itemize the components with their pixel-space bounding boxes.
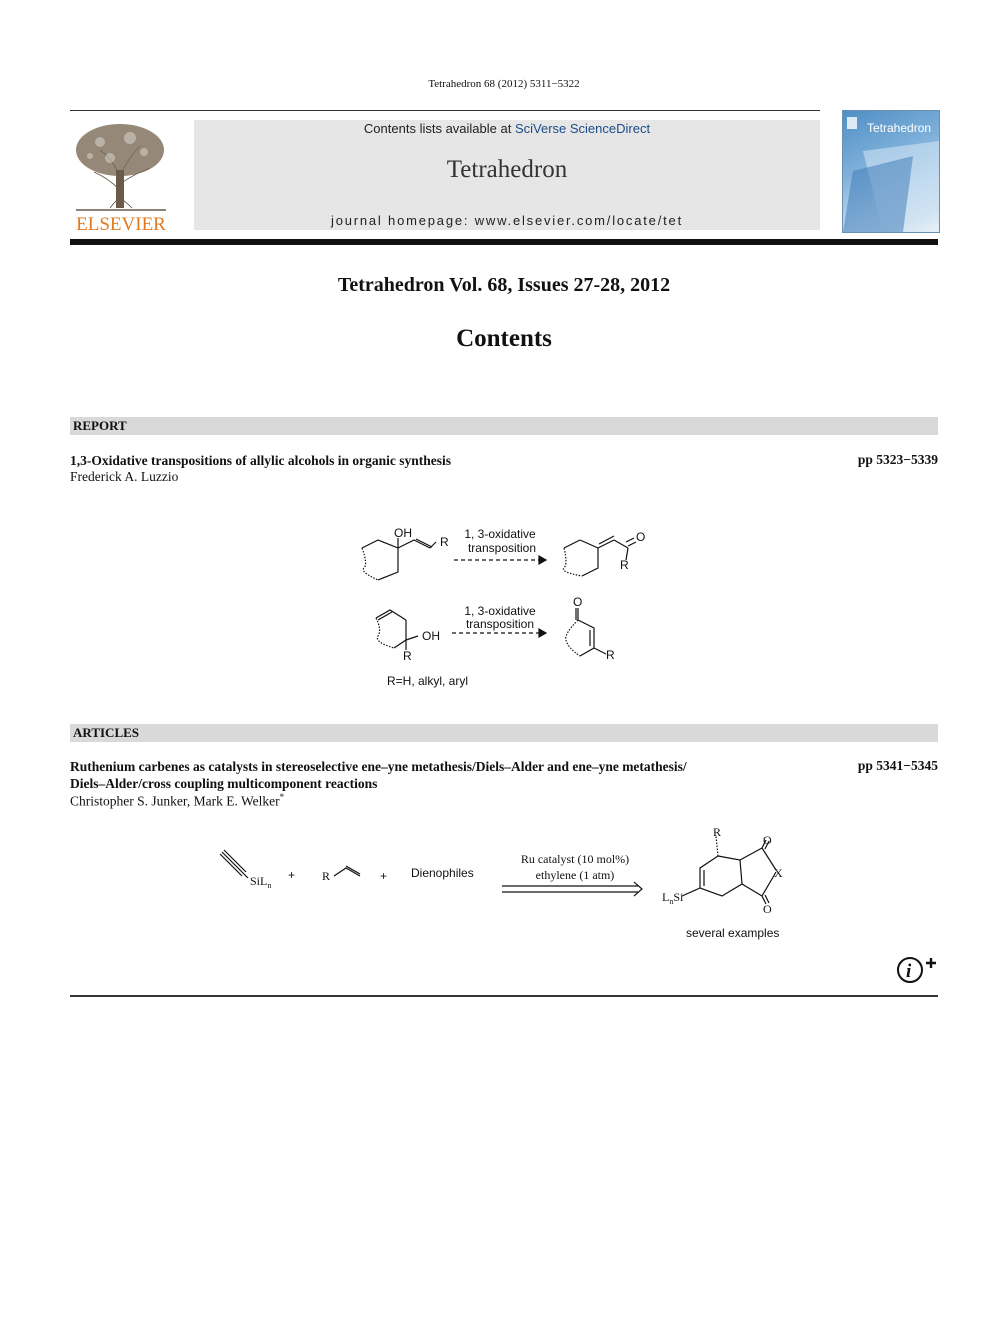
silane-subscript: n bbox=[267, 881, 272, 890]
product-r: R bbox=[713, 825, 722, 839]
ring-bonds-1 bbox=[362, 540, 398, 580]
article-1-authors bbox=[70, 792, 284, 810]
label-r-1: R bbox=[440, 535, 449, 549]
arrow-label-1b: transposition bbox=[467, 541, 537, 555]
report-article-authors: Frederick A. Luzzio bbox=[70, 469, 179, 484]
label-silane bbox=[250, 874, 271, 890]
journal-homepage[interactable]: journal homepage: www.elsevier.com/locate/tet bbox=[331, 213, 683, 228]
plus-sign-1: + bbox=[288, 868, 296, 882]
elsevier-tree-icon bbox=[70, 120, 172, 232]
cover-journal-title: Tetrahedron bbox=[867, 121, 932, 135]
elsevier-logo bbox=[70, 120, 172, 232]
ring-wavy-1 bbox=[362, 548, 378, 580]
elsevier-wordmark: ELSEVIER bbox=[76, 214, 166, 232]
report-graphical-abstract bbox=[350, 520, 670, 695]
report-article-title[interactable]: 1,3-Oxidative transpositions of allylic alcohols in organic synthesis bbox=[70, 453, 452, 468]
scheme-footnote: R=H, alkyl, aryl bbox=[387, 674, 469, 688]
contents-heading: Contents bbox=[456, 325, 552, 352]
journal-citation: Tetrahedron 68 (2012) 5311−5322 bbox=[428, 78, 580, 90]
dienophiles-label: Dienophiles bbox=[411, 866, 474, 880]
label-oh-2: OH bbox=[422, 629, 440, 643]
silane-text: SiL bbox=[250, 874, 268, 888]
contents-availability bbox=[194, 121, 820, 136]
volume-title: Tetrahedron Vol. 68, Issues 27-28, 2012 bbox=[337, 274, 671, 296]
info-plus-icon[interactable] bbox=[896, 955, 938, 985]
product-l-text: L bbox=[662, 890, 670, 904]
svg-text:i: i bbox=[906, 961, 912, 982]
contents-bottom-rule bbox=[70, 995, 938, 997]
label-r-alkene: R bbox=[322, 869, 331, 883]
article-1-title[interactable] bbox=[70, 758, 810, 792]
header-thick-rule bbox=[70, 239, 938, 245]
report-article-pages: pp 5323−5339 bbox=[857, 452, 938, 467]
label-o-1: O bbox=[636, 530, 646, 544]
section-label-articles: ARTICLES bbox=[73, 725, 140, 740]
article-1-pages: pp 5341−5345 bbox=[857, 758, 938, 773]
banner-journal-name: Tetrahedron bbox=[446, 156, 568, 183]
article-1-title-line2: Diels–Alder/cross coupling multicomponent reactions bbox=[70, 776, 378, 791]
product-x: X bbox=[774, 866, 783, 880]
product-o-bottom: O bbox=[763, 902, 772, 916]
article-1-title-line1: Ruthenium carbenes as catalysts in stereoselective ene–yne metathesis/Diels–Alder and ene–yne metathesis/ bbox=[70, 759, 687, 774]
journal-banner bbox=[194, 120, 820, 230]
label-r-4: R bbox=[606, 648, 615, 662]
section-bar-report bbox=[70, 417, 938, 435]
arrow-label-1a: 1, 3-oxidative bbox=[464, 527, 536, 541]
scheme-caption: several examples bbox=[686, 926, 780, 940]
product-si-text: Si bbox=[673, 890, 684, 904]
journal-cover bbox=[842, 110, 940, 233]
label-o-2: O bbox=[573, 595, 583, 609]
header-rule bbox=[70, 110, 820, 111]
arrow-label-2a: 1, 3-oxidative bbox=[464, 604, 536, 618]
section-bar-articles bbox=[70, 724, 938, 742]
condition-ethylene: ethylene (1 atm) bbox=[535, 868, 615, 882]
article-1-graphical-abstract bbox=[210, 822, 810, 947]
product-silyl bbox=[662, 890, 684, 906]
label-oh-1: OH bbox=[394, 526, 412, 540]
corresponding-author-mark: * bbox=[279, 792, 285, 802]
label-r-2: R bbox=[620, 558, 629, 572]
plus-sign-2: + bbox=[380, 869, 388, 883]
article-1-author-names: Christopher S. Junker, Mark E. Welker bbox=[70, 793, 280, 809]
sciverse-link[interactable]: SciVerse ScienceDirect bbox=[514, 121, 651, 136]
product-l-subscript: n bbox=[669, 897, 674, 906]
condition-catalyst: Ru catalyst (10 mol%) bbox=[520, 852, 630, 866]
label-r-3: R bbox=[403, 649, 412, 663]
product-o-top: O bbox=[763, 833, 772, 847]
availability-text: Contents lists available at bbox=[363, 121, 515, 136]
arrow-label-2b: transposition bbox=[465, 617, 535, 631]
section-label-report: REPORT bbox=[73, 418, 127, 433]
